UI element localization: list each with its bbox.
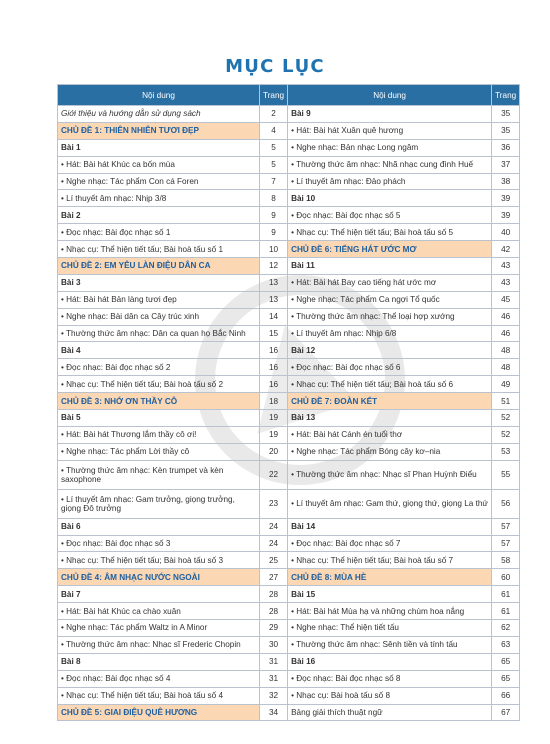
toc-page-right: 56 [492,489,520,518]
toc-entry-left[interactable]: • Nghe nhạc: Tác phẩm Waltz in A Minor [58,620,260,637]
toc-page-left: 13 [260,274,288,291]
toc-page-right: 40 [492,224,520,241]
toc-page-left: 16 [260,342,288,359]
toc-page-right: 48 [492,342,520,359]
toc-row [58,190,520,207]
toc-row [58,460,520,489]
toc-row [58,636,520,653]
toc-row [58,122,520,139]
toc-entry-left[interactable]: • Đọc nhạc: Bài đọc nhạc số 3 [58,535,260,552]
toc-page-right: 51 [492,393,520,410]
toc-entry-right[interactable]: • Thường thức âm nhạc: Thể loại hợp xướng [288,308,492,325]
toc-entry-left[interactable]: • Thường thức âm nhạc: Kèn trumpet và kèn saxophone [58,460,260,489]
toc-page-left: 4 [260,122,288,139]
toc-entry-left[interactable]: Bài 2 [58,207,260,224]
toc-page-left: 9 [260,207,288,224]
toc-entry-right[interactable]: CHỦ ĐỀ 8: MÙA HÈ [288,569,492,586]
toc-page-left: 24 [260,518,288,535]
toc-entry-left[interactable]: • Lí thuyết âm nhạc: Gam trưởng, giọng trưởng, giọng Đô trưởng [58,489,260,518]
toc-entry-right[interactable]: • Thường thức âm nhạc: Nhã nhạc cung đình Huế [288,156,492,173]
toc-table [57,84,520,721]
toc-page-left: 24 [260,535,288,552]
toc-page-right: 35 [492,106,520,123]
toc-entry-right[interactable]: • Lí thuyết âm nhạc: Nhịp 6/8 [288,325,492,342]
toc-entry-left[interactable]: Bài 6 [58,518,260,535]
toc-page-right: 39 [492,207,520,224]
toc-row [58,653,520,670]
toc-page-left: 30 [260,636,288,653]
toc-row [58,603,520,620]
toc-page-right: 36 [492,139,520,156]
page-title: MỤC LỤC [225,56,325,77]
toc-page-right: 62 [492,620,520,637]
toc-entry-left[interactable]: • Hát: Bài hát Khúc ca bốn mùa [58,156,260,173]
toc-entry-left[interactable]: CHỦ ĐỀ 3: NHỚ ƠN THẦY CÔ [58,393,260,410]
toc-page-left: 2 [260,106,288,123]
toc-page-right: 35 [492,122,520,139]
toc-page-left: 19 [260,410,288,427]
toc-row [58,489,520,518]
toc-page-left: 23 [260,489,288,518]
toc-row [58,586,520,603]
toc-row [58,139,520,156]
toc-page-left: 9 [260,224,288,241]
toc-entry-right[interactable]: • Hát: Bài hát Bay cao tiếng hát ước mơ [288,274,492,291]
toc-row [58,173,520,190]
toc-entry-right[interactable]: • Nhạc cụ: Thể hiện tiết tấu; Bài hoà tấu số 5 [288,224,492,241]
toc-entry-left[interactable]: • Nghe nhạc: Tác phẩm Lời thầy cô [58,443,260,460]
toc-entry-right[interactable]: • Nghe nhạc: Bản nhạc Long ngâm [288,139,492,156]
header-content-right: Nội dung [288,85,492,106]
toc-entry-left[interactable]: • Lí thuyết âm nhạc: Nhịp 3/8 [58,190,260,207]
header-content-left: Nội dung [58,85,260,106]
toc-entry-left[interactable]: Bài 4 [58,342,260,359]
toc-entry-right[interactable]: • Đọc nhạc: Bài đọc nhạc số 5 [288,207,492,224]
toc-row [58,241,520,258]
toc-page-right: 45 [492,291,520,308]
toc-entry-left[interactable]: Bài 5 [58,410,260,427]
toc-row [58,376,520,393]
toc-page-left: 27 [260,569,288,586]
toc-page-left: 16 [260,376,288,393]
toc-page-right: 46 [492,325,520,342]
toc-page-left: 20 [260,443,288,460]
toc-page-left: 28 [260,586,288,603]
toc-page-right: 43 [492,274,520,291]
toc-entry-right[interactable]: • Hát: Bài hát Cánh én tuổi thơ [288,426,492,443]
toc-row [58,410,520,427]
toc-entry-left[interactable]: • Thường thức âm nhạc: Dân ca quan họ Bắc Ninh [58,325,260,342]
toc-page-right: 66 [492,687,520,704]
toc-row [58,308,520,325]
toc-page-right: 67 [492,704,520,721]
toc-page-right: 52 [492,426,520,443]
toc-page-right: 42 [492,241,520,258]
toc-entry-right[interactable]: • Đọc nhạc: Bài đọc nhạc số 8 [288,670,492,687]
toc-entry-left[interactable]: Giới thiệu và hướng dẫn sử dụng sách [58,106,260,123]
toc-row [58,569,520,586]
toc-page-left: 7 [260,173,288,190]
toc-row [58,620,520,637]
header-page-left: Trang [260,85,288,106]
toc-entry-right[interactable]: • Đọc nhạc: Bài đọc nhạc số 6 [288,359,492,376]
toc-page-right: 61 [492,586,520,603]
toc-entry-right[interactable]: • Nghe nhạc: Tác phẩm Ca ngợi Tổ quốc [288,291,492,308]
toc-entry-left[interactable]: • Nghe nhạc: Tác phẩm Con cá Foren [58,173,260,190]
toc-body [58,106,520,721]
toc-entry-left[interactable]: • Hát: Bài hát Bản làng tươi đẹp [58,291,260,308]
toc-entry-left[interactable]: • Nhạc cụ: Thể hiện tiết tấu; Bài hoà tấu số 1 [58,241,260,258]
toc-row [58,518,520,535]
toc-entry-right[interactable]: • Đọc nhạc: Bài đọc nhạc số 7 [288,535,492,552]
toc-row [58,443,520,460]
toc-row [58,535,520,552]
toc-row [58,274,520,291]
toc-page-right: 43 [492,258,520,275]
toc-entry-right[interactable]: • Thường thức âm nhạc: Sênh tiền và tính tấu [288,636,492,653]
toc-page-right: 57 [492,535,520,552]
toc-entry-right[interactable]: • Nhạc cụ: Bài hoà tấu số 8 [288,687,492,704]
toc-row [58,687,520,704]
toc-row [58,359,520,376]
toc-page-left: 31 [260,670,288,687]
toc-page-right: 46 [492,308,520,325]
toc-entry-left[interactable]: Bài 1 [58,139,260,156]
toc-page-right: 65 [492,670,520,687]
toc-row [58,106,520,123]
toc-page-left: 10 [260,241,288,258]
toc-entry-left[interactable]: Bài 3 [58,274,260,291]
header-page-right: Trang [492,85,520,106]
toc-page-right: 58 [492,552,520,569]
toc-page-left: 19 [260,426,288,443]
toc-entry-right[interactable]: Bài 15 [288,586,492,603]
toc-entry-left[interactable]: • Đọc nhạc: Bài đọc nhạc số 1 [58,224,260,241]
toc-entry-right[interactable]: CHỦ ĐỀ 7: ĐOÀN KẾT [288,393,492,410]
toc-page-right: 53 [492,443,520,460]
toc-page-left: 22 [260,460,288,489]
toc-page-right: 38 [492,173,520,190]
toc-row [58,670,520,687]
toc-page-right: 61 [492,603,520,620]
toc-page-right: 37 [492,156,520,173]
toc-entry-left[interactable]: Bài 8 [58,653,260,670]
toc-page-right: 57 [492,518,520,535]
toc-entry-right[interactable]: Bài 16 [288,653,492,670]
toc-row [58,393,520,410]
toc-entry-left[interactable]: CHỦ ĐỀ 2: EM YÊU LÀN ĐIỆU DÂN CA [58,258,260,275]
toc-row [58,704,520,721]
toc-entry-right[interactable]: • Hát: Bài hát Mùa hạ và những chùm hoa nắng [288,603,492,620]
toc-page-left: 15 [260,325,288,342]
toc-entry-right[interactable]: Bài 14 [288,518,492,535]
toc-row [58,552,520,569]
toc-page-left: 34 [260,704,288,721]
toc-entry-right[interactable]: Bài 10 [288,190,492,207]
toc-entry-left[interactable]: CHỦ ĐỀ 4: ÂM NHẠC NƯỚC NGOÀI [58,569,260,586]
toc-entry-left[interactable]: • Hát: Bài hát Thương lắm thầy cô ơi! [58,426,260,443]
toc-page-left: 13 [260,291,288,308]
toc-page-right: 55 [492,460,520,489]
toc-entry-left[interactable]: • Đọc nhạc: Bài đọc nhạc số 2 [58,359,260,376]
toc-page-left: 29 [260,620,288,637]
toc-entry-left[interactable]: • Nghe nhạc: Bài dân ca Cây trúc xinh [58,308,260,325]
toc-row [58,258,520,275]
toc-page-left: 14 [260,308,288,325]
toc-entry-left[interactable]: • Nhạc cụ: Thể hiện tiết tấu; Bài hoà tấu số 3 [58,552,260,569]
toc-entry-right[interactable]: Bảng giải thích thuật ngữ [288,704,492,721]
toc-row [58,207,520,224]
toc-page-right: 39 [492,190,520,207]
toc-row [58,426,520,443]
toc-entry-left[interactable]: CHỦ ĐỀ 5: GIAI ĐIỆU QUÊ HƯƠNG [58,704,260,721]
toc-entry-right[interactable]: Bài 11 [288,258,492,275]
toc-entry-left[interactable]: • Hát: Bài hát Khúc ca chào xuân [58,603,260,620]
toc-entry-left[interactable]: Bài 7 [58,586,260,603]
toc-page-right: 49 [492,376,520,393]
toc-entry-right[interactable]: • Nhạc cụ: Thể hiện tiết tấu; Bài hoà tấu số 7 [288,552,492,569]
toc-entry-right[interactable]: CHỦ ĐỀ 6: TIẾNG HÁT ƯỚC MƠ [288,241,492,258]
toc-entry-left[interactable]: • Thường thức âm nhạc: Nhạc sĩ Frederic Chopin [58,636,260,653]
toc-entry-right[interactable]: • Nhạc cụ: Thể hiện tiết tấu; Bài hoà tấu số 6 [288,376,492,393]
toc-entry-right[interactable]: • Nghe nhạc: Thể hiện tiết tấu [288,620,492,637]
toc-page-left: 5 [260,156,288,173]
toc-page-left: 5 [260,139,288,156]
toc-page-right: 63 [492,636,520,653]
toc-page-left: 31 [260,653,288,670]
toc-entry-left[interactable]: • Đọc nhạc: Bài đọc nhạc số 4 [58,670,260,687]
toc-entry-right[interactable]: Bài 12 [288,342,492,359]
toc-entry-left[interactable]: CHỦ ĐỀ 1: THIÊN NHIÊN TƯƠI ĐẸP [58,122,260,139]
toc-entry-right[interactable]: Bài 9 [288,106,492,123]
toc-page-right: 52 [492,410,520,427]
toc-entry-right[interactable]: • Lí thuyết âm nhạc: Đảo phách [288,173,492,190]
toc-row [58,342,520,359]
toc-page-left: 12 [260,258,288,275]
toc-entry-left[interactable]: • Nhạc cụ: Thể hiện tiết tấu; Bài hoà tấu số 4 [58,687,260,704]
toc-row [58,291,520,308]
toc-page-left: 18 [260,393,288,410]
toc-page-left: 28 [260,603,288,620]
toc-row [58,156,520,173]
toc-page-right: 65 [492,653,520,670]
toc-entry-right[interactable]: • Thường thức âm nhạc: Nhạc sĩ Phan Huỳnh Điểu [288,460,492,489]
toc-page-right: 48 [492,359,520,376]
toc-page-right: 60 [492,569,520,586]
toc-entry-left[interactable]: • Nhạc cụ: Thể hiện tiết tấu; Bài hoà tấu số 2 [58,376,260,393]
toc-page-left: 16 [260,359,288,376]
toc-row [58,325,520,342]
toc-entry-right[interactable]: • Hát: Bài hát Xuân quê hương [288,122,492,139]
toc-entry-right[interactable]: • Lí thuyết âm nhạc: Gam thứ, giọng thứ, giọng La thứ [288,489,492,518]
toc-page-left: 32 [260,687,288,704]
toc-row [58,224,520,241]
toc-page-left: 25 [260,552,288,569]
toc-entry-right[interactable]: • Nghe nhạc: Tác phẩm Bóng cây kơ–nia [288,443,492,460]
toc-page-left: 8 [260,190,288,207]
toc-entry-right[interactable]: Bài 13 [288,410,492,427]
